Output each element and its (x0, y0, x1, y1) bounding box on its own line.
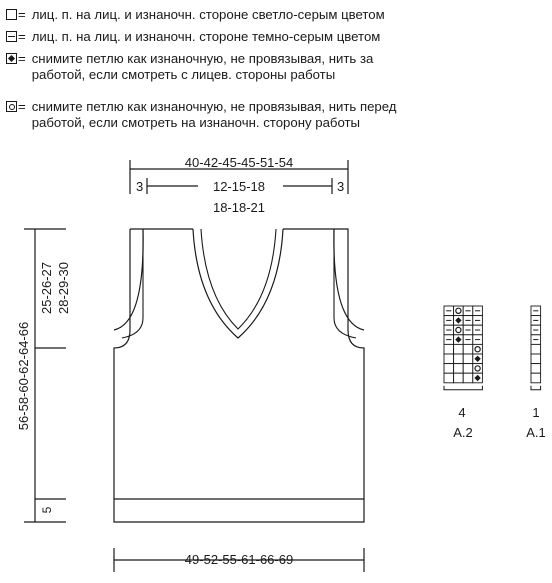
legend-item-slip-wyib: = снимите петлю как изнаночную, не провязывая, нить за работой, если смотреть с лицев. стороны работы (6, 51, 373, 83)
legend-text: лиц. п. на лиц. и изнаночн. стороне темно-серым цветом (31, 29, 381, 44)
chart-cell (444, 373, 454, 383)
top-width-label: 40-42-45-45-51-54 (184, 155, 294, 170)
chart-a2-grid (444, 306, 482, 390)
chart-cell (454, 306, 464, 316)
chart-cell (454, 364, 464, 374)
armhole-depth-label-1: 25-26-27 (39, 261, 54, 315)
chart-a1-stitch-count: 1 (532, 405, 540, 420)
legend-text-line1: снимите петлю как изнаночную, не провязывая, нить перед (31, 99, 397, 114)
chart-cell (463, 344, 473, 354)
vest-outline (114, 229, 364, 522)
chart-a2-stitch-count: 4 (458, 405, 466, 420)
chart-a2-label: A.2 (453, 425, 473, 440)
chart-cell (473, 364, 483, 374)
shoulder-right-label: 3 (337, 179, 345, 194)
armhole-band-right (334, 229, 356, 338)
chart-cell (531, 344, 541, 354)
legend-text-line1: снимите петлю как изнаночную, не провязывая, нить за (31, 51, 374, 66)
chart-cell (444, 364, 454, 374)
chart-cell (444, 344, 454, 354)
total-length-label: 56-58-60-62-64-66 (16, 321, 31, 431)
chart-cell (454, 325, 464, 335)
legend-text-line2: работой, если смотреть на изнаночн. сторону работы (31, 115, 361, 130)
bottom-width-label: 49-52-55-61-66-69 (184, 552, 294, 567)
chart-cell (531, 354, 541, 364)
chart-cell (463, 354, 473, 364)
neck-width-label-1: 12-15-18 (212, 179, 266, 194)
chart-cell (473, 344, 483, 354)
chart-cell (454, 354, 464, 364)
armhole-band-left (122, 229, 143, 338)
chart-cell (444, 354, 454, 364)
chart-a1-grid (531, 306, 541, 390)
armhole-depth-label-2: 28-29-30 (56, 261, 71, 315)
chart-bracket (531, 386, 541, 390)
chart-bracket (444, 386, 482, 390)
chart-cell (454, 373, 464, 383)
chart-cell (454, 344, 464, 354)
legend-text: лиц. п. на лиц. и изнаночн. стороне светло-серым цветом (31, 7, 385, 22)
legend-item-light-gray: = лиц. п. на лиц. и изнаночн. стороне светло-серым цветом (6, 7, 385, 23)
shoulder-left-label: 3 (136, 179, 144, 194)
rib-height-label: 5 (40, 506, 54, 514)
chart-cell (531, 364, 541, 374)
legend-text-line2: работой, если смотреть с лицев. стороны работы (31, 67, 336, 82)
neck-width-label-2: 18-18-21 (212, 200, 266, 215)
chart-cell (463, 364, 473, 374)
chart-a1-label: A.1 (526, 425, 546, 440)
chart-cell (463, 373, 473, 383)
legend-item-slip-wyif: = снимите петлю как изнаночную, не провязывая, нить перед работой, если смотреть на изнаночн. сторону работы (6, 99, 397, 131)
chart-cell (531, 373, 541, 383)
neck-band (201, 229, 276, 329)
legend-item-dark-gray: = лиц. п. на лиц. и изнаночн. стороне темно-серым цветом (6, 29, 380, 45)
